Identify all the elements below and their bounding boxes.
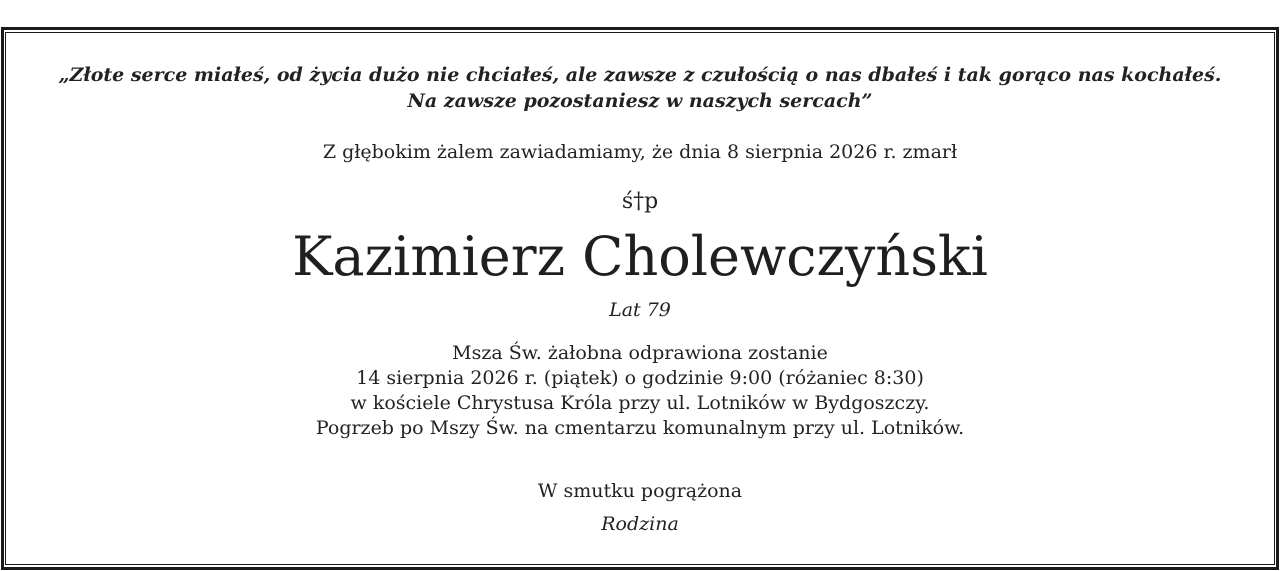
funeral-detail-line: 14 sierpnia 2026 r. (piątek) o godzinie 9:00 (różaniec 8:30) — [356, 367, 924, 389]
deceased-prefix: ś†p — [621, 189, 659, 214]
announcement-intro: Z głębokim żalem zawiadamiamy, że dnia 8 sierpnia 2026 r. zmarł — [322, 141, 958, 163]
memorial-quote — [40, 62, 1240, 114]
deceased-age: Lat 79 — [609, 299, 671, 321]
family-signature: Rodzina — [601, 513, 679, 535]
sorrow-text: W smutku pogrążona — [537, 480, 743, 502]
deceased-name: Kazimierz Cholewczyński — [292, 225, 988, 288]
quote-line-2: Na zawsze pozostaniesz w naszych sercach” — [407, 90, 873, 112]
funeral-detail-line: Pogrzeb po Mszy Św. na cmentarzu komunalnym przy ul. Lotników. — [315, 417, 965, 439]
quote-line-1: „Złote serce miałeś, od życia dużo nie chciałeś, ale zawsze z czułością o nas dbałeś i tak gorąco nas kochałeś. — [58, 64, 1222, 86]
funeral-details — [0, 341, 1280, 441]
funeral-detail-line: Msza Św. żałobna odprawiona zostanie — [452, 342, 828, 364]
funeral-detail-line: w kościele Chrystusa Króla przy ul. Lotników w Bydgoszczy. — [350, 392, 930, 414]
